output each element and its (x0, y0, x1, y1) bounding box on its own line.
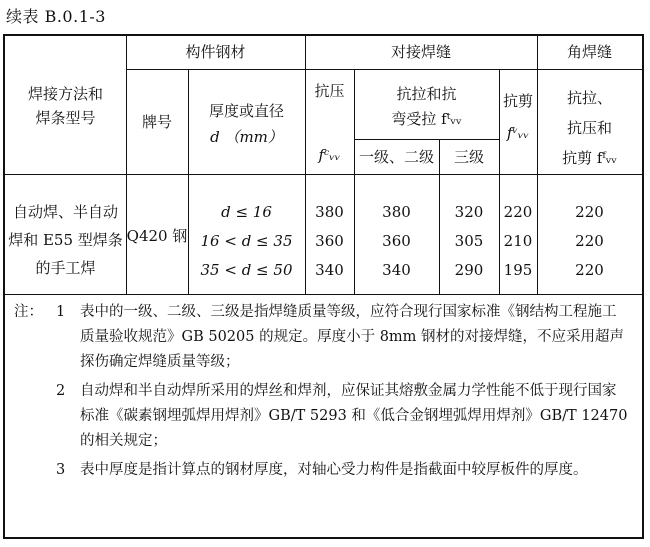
row-tension-grade-1-2: 380 360 340 (382, 203, 411, 279)
table-notes (14, 300, 629, 483)
note-prefix: 注： (14, 304, 43, 320)
col-rule-1 (126, 36, 127, 294)
header-welding-method: 焊接方法和 焊条型号 (27, 85, 103, 127)
header-fillet-weld: 角焊缝 (566, 43, 612, 61)
note-number: 2 (56, 383, 66, 399)
header-butt-weld: 对接焊缝 (390, 43, 451, 61)
row-welding-method: 自动焊、半自动 焊和 E55 型焊条 的手工焊 (8, 203, 123, 277)
note-item (14, 458, 629, 483)
header-compression-symbol: fᶜᵥᵥ (318, 146, 341, 164)
row-tension-grade-3: 320 305 290 (454, 203, 484, 279)
header-shear: 抗剪 (502, 92, 533, 110)
header-tension-bending: 抗拉和抗 弯受拉 fᵗᵥᵥ (391, 85, 462, 128)
rule-below-body (5, 294, 642, 295)
row-thickness: d ≤ 16 16 < d ≤ 35 35 < d ≤ 50 (200, 203, 293, 279)
row-compression: 380 360 340 (315, 203, 344, 279)
rule-below-tension-header (354, 139, 499, 140)
header-member-steel: 构件钢材 (185, 43, 246, 61)
table-caption: 续表 B.0.1-3 (6, 7, 106, 26)
rule-below-group-headers (126, 69, 642, 70)
row-shear: 220 210 195 (503, 203, 533, 279)
header-compression: 抗压 (314, 82, 345, 100)
header-shear-symbol: fᵛᵥᵥ (506, 124, 530, 142)
note-number: 3 (56, 462, 66, 478)
note-text: 自动焊和半自动焊所采用的焊丝和焊剂，应保证其熔敷金属力学性能不低于现行国家标准《碳素钢埋弧焊用焊剂》GB/T 5293 和《低合金钢埋弧焊用焊剂》GB/T 12470 的相关规定； (80, 383, 628, 449)
row-grade: Q420 钢 (126, 227, 188, 245)
note-text: 表中厚度是指计算点的钢材厚度，对轴心受力构件是指截面中较厚板件的厚度。 (80, 462, 588, 478)
note-number: 1 (56, 304, 66, 320)
header-fillet-strength: 抗拉、 抗压和 抗剪 fᶠᵥᵥ (562, 89, 617, 167)
row-fillet: 220 220 220 (575, 203, 604, 279)
header-grade: 牌号 (141, 113, 172, 131)
note-text: 表中的一级、二级、三级是指焊缝质量等级，应符合现行国家标准《钢结构工程施工质量验收规范》GB 50205 的规定。厚度小于 8mm 钢材的对接焊缝，不应采用超声探伤确定焊缝质量等级； (80, 304, 625, 370)
rule-below-header (5, 174, 642, 175)
header-grade-3: 三级 (453, 148, 484, 166)
header-thickness: 厚度或直径 d （mm） (208, 102, 284, 146)
note-item (14, 300, 629, 375)
header-grade-1-2: 一级、二级 (358, 148, 434, 166)
note-item (14, 379, 629, 454)
